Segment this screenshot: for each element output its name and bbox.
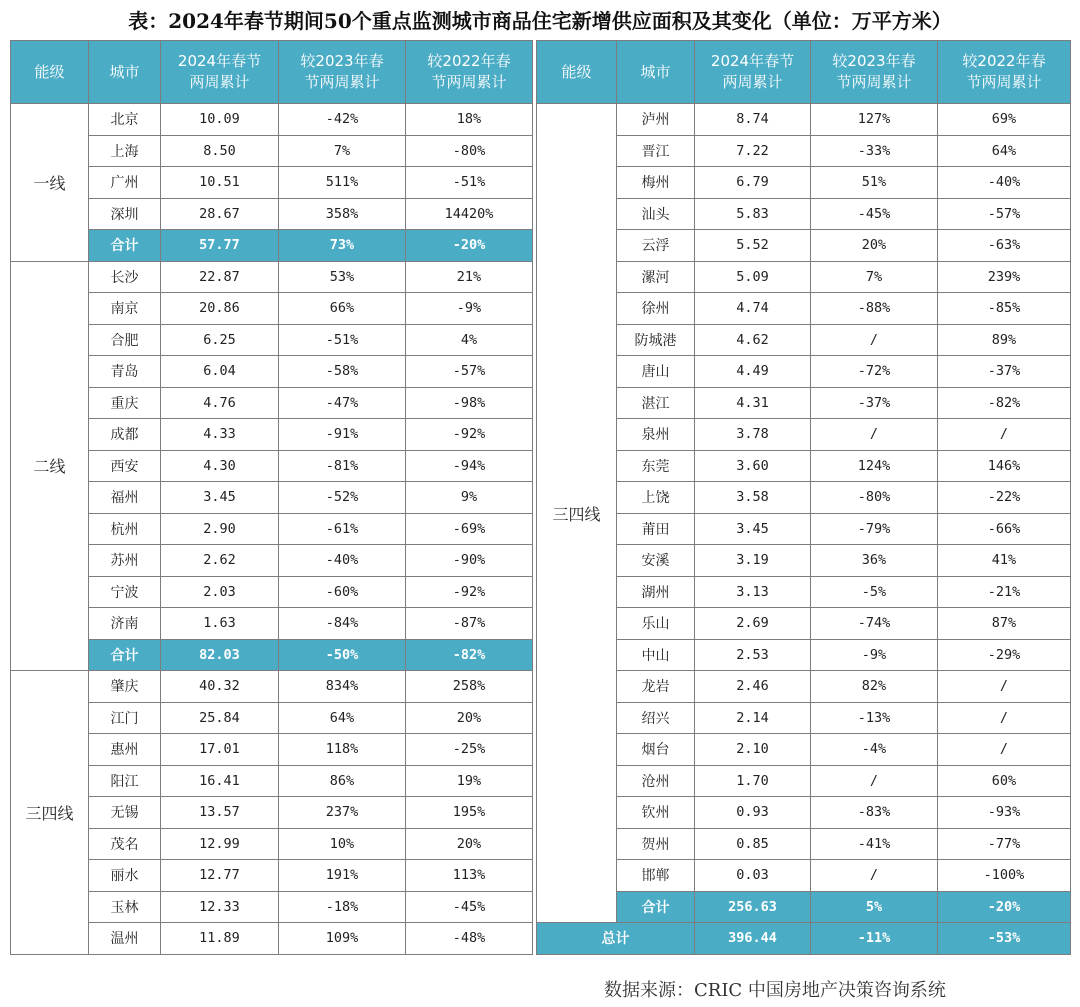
table-row [11, 356, 533, 388]
supply-2024-cell: 4.33 [161, 419, 279, 451]
table-row [11, 860, 533, 892]
change-vs-2023-cell: 7% [811, 261, 938, 293]
supply-2024-cell: 12.33 [161, 891, 279, 923]
table-row [11, 765, 533, 797]
change-vs-2023-cell: -40% [279, 545, 406, 577]
city-cell: 泸州 [617, 104, 695, 136]
city-cell: 北京 [89, 104, 161, 136]
city-cell: 广州 [89, 167, 161, 199]
supply-2024-cell: 1.70 [695, 765, 811, 797]
change-vs-2022-cell: -57% [938, 198, 1071, 230]
change-vs-2022-cell: 21% [406, 261, 533, 293]
supply-2024-cell: 22.87 [161, 261, 279, 293]
supply-2024-cell: 396.44 [695, 923, 811, 955]
city-cell: 梅州 [617, 167, 695, 199]
table-row [537, 702, 1071, 734]
supply-2024-cell: 0.93 [695, 797, 811, 829]
change-vs-2023-cell: -45% [811, 198, 938, 230]
change-vs-2022-cell: 19% [406, 765, 533, 797]
change-vs-2022-cell: 20% [406, 828, 533, 860]
change-vs-2023-cell: -80% [811, 482, 938, 514]
table-title: 表：2024年春节期间50个重点监测城市商品住宅新增供应面积及其变化（单位：万平方米） [128, 9, 952, 33]
subtotal-label: 合计 [89, 639, 161, 671]
table-row [11, 482, 533, 514]
change-vs-2022-cell: -82% [406, 639, 533, 671]
header-2024: 2024年春节 两周累计 [161, 41, 279, 104]
table-row [11, 104, 533, 136]
city-cell: 烟台 [617, 734, 695, 766]
table-row [11, 513, 533, 545]
table-row [537, 167, 1071, 199]
table-row [537, 450, 1071, 482]
change-vs-2022-cell: / [938, 419, 1071, 451]
subtotal-label: 合计 [617, 891, 695, 923]
change-vs-2023-cell: -13% [811, 702, 938, 734]
table-row [537, 576, 1071, 608]
change-vs-2022-cell: 89% [938, 324, 1071, 356]
city-cell: 邯郸 [617, 860, 695, 892]
city-cell: 苏州 [89, 545, 161, 577]
change-vs-2023-cell: 358% [279, 198, 406, 230]
change-vs-2023-cell: -41% [811, 828, 938, 860]
city-cell: 南京 [89, 293, 161, 325]
change-vs-2023-cell: 5% [811, 891, 938, 923]
supply-2024-cell: 1.63 [161, 608, 279, 640]
supply-2024-cell: 3.45 [161, 482, 279, 514]
table-row [11, 198, 533, 230]
tier-cell: 三四线 [11, 671, 89, 955]
change-vs-2022-cell: -53% [938, 923, 1071, 955]
change-vs-2023-cell: -72% [811, 356, 938, 388]
city-cell: 上海 [89, 135, 161, 167]
header-city: 城市 [89, 41, 161, 104]
tier-cell: 三四线 [537, 104, 617, 923]
change-vs-2023-cell: 82% [811, 671, 938, 703]
change-vs-2023-cell: 7% [279, 135, 406, 167]
change-vs-2023-cell: 36% [811, 545, 938, 577]
city-cell: 漯河 [617, 261, 695, 293]
supply-2024-cell: 6.25 [161, 324, 279, 356]
change-vs-2022-cell: 146% [938, 450, 1071, 482]
city-cell: 惠州 [89, 734, 161, 766]
table-row [537, 104, 1071, 136]
supply-2024-cell: 2.14 [695, 702, 811, 734]
change-vs-2022-cell: -66% [938, 513, 1071, 545]
change-vs-2022-cell: -100% [938, 860, 1071, 892]
change-vs-2023-cell: 73% [279, 230, 406, 262]
change-vs-2023-cell: -83% [811, 797, 938, 829]
change-vs-2022-cell: 20% [406, 702, 533, 734]
change-vs-2022-cell: 239% [938, 261, 1071, 293]
city-cell: 长沙 [89, 261, 161, 293]
table-row [11, 450, 533, 482]
table-row [11, 293, 533, 325]
supply-2024-cell: 12.99 [161, 828, 279, 860]
table-row [537, 671, 1071, 703]
change-vs-2022-cell: -37% [938, 356, 1071, 388]
change-vs-2023-cell: -51% [279, 324, 406, 356]
change-vs-2023-cell: 86% [279, 765, 406, 797]
change-vs-2022-cell: 258% [406, 671, 533, 703]
supply-2024-cell: 3.78 [695, 419, 811, 451]
city-cell: 茂名 [89, 828, 161, 860]
change-vs-2023-cell: 237% [279, 797, 406, 829]
supply-2024-cell: 4.76 [161, 387, 279, 419]
change-vs-2023-cell: 109% [279, 923, 406, 955]
change-vs-2023-cell: -84% [279, 608, 406, 640]
change-vs-2023-cell: -47% [279, 387, 406, 419]
change-vs-2022-cell: 9% [406, 482, 533, 514]
supply-2024-cell: 4.31 [695, 387, 811, 419]
supply-2024-cell: 256.63 [695, 891, 811, 923]
city-cell: 宁波 [89, 576, 161, 608]
change-vs-2023-cell: / [811, 765, 938, 797]
supply-2024-cell: 2.90 [161, 513, 279, 545]
header-2024: 2024年春节 两周累计 [695, 41, 811, 104]
city-cell: 温州 [89, 923, 161, 955]
table-row [537, 513, 1071, 545]
table-row [11, 167, 533, 199]
change-vs-2023-cell: 834% [279, 671, 406, 703]
city-cell: 成都 [89, 419, 161, 451]
change-vs-2022-cell: 60% [938, 765, 1071, 797]
tier-cell: 二线 [11, 261, 89, 671]
change-vs-2023-cell: 10% [279, 828, 406, 860]
change-vs-2023-cell: 53% [279, 261, 406, 293]
change-vs-2023-cell: -11% [811, 923, 938, 955]
header-city: 城市 [617, 41, 695, 104]
change-vs-2023-cell: / [811, 419, 938, 451]
change-vs-2023-cell: -4% [811, 734, 938, 766]
header-vs2022: 较2022年春 节两周累计 [406, 41, 533, 104]
change-vs-2022-cell: -45% [406, 891, 533, 923]
table-row [11, 324, 533, 356]
supply-2024-cell: 3.13 [695, 576, 811, 608]
change-vs-2022-cell: -25% [406, 734, 533, 766]
city-cell: 龙岩 [617, 671, 695, 703]
city-cell: 晋江 [617, 135, 695, 167]
change-vs-2023-cell: 118% [279, 734, 406, 766]
table-row [11, 671, 533, 703]
change-vs-2022-cell: -57% [406, 356, 533, 388]
change-vs-2023-cell: -79% [811, 513, 938, 545]
change-vs-2023-cell: -33% [811, 135, 938, 167]
change-vs-2023-cell: -58% [279, 356, 406, 388]
change-vs-2022-cell: -20% [938, 891, 1071, 923]
change-vs-2022-cell: / [938, 702, 1071, 734]
supply-2024-cell: 25.84 [161, 702, 279, 734]
header-row [537, 41, 1071, 104]
change-vs-2023-cell: -91% [279, 419, 406, 451]
change-vs-2022-cell: -80% [406, 135, 533, 167]
supply-2024-cell: 82.03 [161, 639, 279, 671]
table-row [537, 482, 1071, 514]
supply-2024-cell: 2.62 [161, 545, 279, 577]
supply-2024-cell: 0.03 [695, 860, 811, 892]
supply-2024-cell: 8.50 [161, 135, 279, 167]
supply-2024-cell: 3.19 [695, 545, 811, 577]
change-vs-2023-cell: 20% [811, 230, 938, 262]
change-vs-2023-cell: 64% [279, 702, 406, 734]
city-cell: 中山 [617, 639, 695, 671]
change-vs-2022-cell: / [938, 671, 1071, 703]
table-row [11, 702, 533, 734]
change-vs-2022-cell: 87% [938, 608, 1071, 640]
header-vs2023: 较2023年春 节两周累计 [811, 41, 938, 104]
city-cell: 福州 [89, 482, 161, 514]
change-vs-2023-cell: -81% [279, 450, 406, 482]
change-vs-2022-cell: -92% [406, 419, 533, 451]
city-cell: 湖州 [617, 576, 695, 608]
change-vs-2023-cell: -9% [811, 639, 938, 671]
supply-2024-cell: 4.30 [161, 450, 279, 482]
supply-2024-cell: 7.22 [695, 135, 811, 167]
header-row [11, 41, 533, 104]
table-row [537, 230, 1071, 262]
city-cell: 青岛 [89, 356, 161, 388]
change-vs-2022-cell: 4% [406, 324, 533, 356]
table-row [537, 608, 1071, 640]
tier-cell: 一线 [11, 104, 89, 262]
city-cell: 西安 [89, 450, 161, 482]
supply-2024-cell: 11.89 [161, 923, 279, 955]
change-vs-2023-cell: -61% [279, 513, 406, 545]
table-row [537, 765, 1071, 797]
change-vs-2022-cell: -51% [406, 167, 533, 199]
city-cell: 绍兴 [617, 702, 695, 734]
change-vs-2023-cell: 124% [811, 450, 938, 482]
supply-2024-cell: 28.67 [161, 198, 279, 230]
change-vs-2023-cell: 127% [811, 104, 938, 136]
supply-2024-cell: 13.57 [161, 797, 279, 829]
city-cell: 丽水 [89, 860, 161, 892]
city-cell: 泉州 [617, 419, 695, 451]
change-vs-2022-cell: -85% [938, 293, 1071, 325]
change-vs-2022-cell: / [938, 734, 1071, 766]
city-cell: 无锡 [89, 797, 161, 829]
supply-2024-cell: 6.79 [695, 167, 811, 199]
change-vs-2023-cell: 511% [279, 167, 406, 199]
change-vs-2023-cell: -74% [811, 608, 938, 640]
total-row [537, 923, 1071, 955]
table-row [537, 797, 1071, 829]
city-cell: 莆田 [617, 513, 695, 545]
table-row [537, 293, 1071, 325]
change-vs-2022-cell: -87% [406, 608, 533, 640]
change-vs-2023-cell: 191% [279, 860, 406, 892]
change-vs-2022-cell: 18% [406, 104, 533, 136]
change-vs-2022-cell: -63% [938, 230, 1071, 262]
header-vs2023: 较2023年春 节两周累计 [279, 41, 406, 104]
change-vs-2022-cell: 64% [938, 135, 1071, 167]
supply-2024-cell: 12.77 [161, 860, 279, 892]
change-vs-2023-cell: -18% [279, 891, 406, 923]
supply-2024-cell: 4.62 [695, 324, 811, 356]
supply-2024-cell: 2.10 [695, 734, 811, 766]
table-row [11, 419, 533, 451]
table-row [11, 135, 533, 167]
table-row [537, 545, 1071, 577]
supply-2024-cell: 10.09 [161, 104, 279, 136]
change-vs-2022-cell: -20% [406, 230, 533, 262]
city-cell: 钦州 [617, 797, 695, 829]
city-cell: 杭州 [89, 513, 161, 545]
city-cell: 济南 [89, 608, 161, 640]
change-vs-2022-cell: -9% [406, 293, 533, 325]
change-vs-2022-cell: -21% [938, 576, 1071, 608]
change-vs-2022-cell: -92% [406, 576, 533, 608]
table-row [537, 261, 1071, 293]
supply-2024-cell: 3.58 [695, 482, 811, 514]
table-row [537, 639, 1071, 671]
city-cell: 防城港 [617, 324, 695, 356]
supply-2024-cell: 8.74 [695, 104, 811, 136]
supply-2024-cell: 4.49 [695, 356, 811, 388]
supply-2024-cell: 3.45 [695, 513, 811, 545]
subtotal-row [11, 639, 533, 671]
table-row [11, 734, 533, 766]
header-tier: 能级 [537, 41, 617, 104]
header-tier: 能级 [11, 41, 89, 104]
city-cell: 合肥 [89, 324, 161, 356]
change-vs-2023-cell: -37% [811, 387, 938, 419]
supply-2024-cell: 17.01 [161, 734, 279, 766]
supply-2024-cell: 2.03 [161, 576, 279, 608]
change-vs-2023-cell: -88% [811, 293, 938, 325]
city-cell: 安溪 [617, 545, 695, 577]
city-cell: 湛江 [617, 387, 695, 419]
supply-2024-cell: 2.69 [695, 608, 811, 640]
city-cell: 深圳 [89, 198, 161, 230]
supply-2024-cell: 5.09 [695, 261, 811, 293]
table-row [537, 135, 1071, 167]
change-vs-2022-cell: -94% [406, 450, 533, 482]
supply-2024-cell: 4.74 [695, 293, 811, 325]
change-vs-2022-cell: 41% [938, 545, 1071, 577]
supply-table-right [536, 40, 1071, 955]
table-row [11, 545, 533, 577]
city-cell: 上饶 [617, 482, 695, 514]
total-label: 总计 [537, 923, 695, 955]
change-vs-2022-cell: -77% [938, 828, 1071, 860]
supply-2024-cell: 5.83 [695, 198, 811, 230]
table-row [11, 923, 533, 955]
supply-2024-cell: 20.86 [161, 293, 279, 325]
city-cell: 东莞 [617, 450, 695, 482]
change-vs-2022-cell: -90% [406, 545, 533, 577]
change-vs-2023-cell: / [811, 324, 938, 356]
change-vs-2022-cell: 69% [938, 104, 1071, 136]
city-cell: 徐州 [617, 293, 695, 325]
city-cell: 汕头 [617, 198, 695, 230]
supply-2024-cell: 57.77 [161, 230, 279, 262]
table-row [537, 419, 1071, 451]
change-vs-2023-cell: / [811, 860, 938, 892]
city-cell: 阳江 [89, 765, 161, 797]
change-vs-2022-cell: -48% [406, 923, 533, 955]
table-row [11, 576, 533, 608]
city-cell: 云浮 [617, 230, 695, 262]
city-cell: 乐山 [617, 608, 695, 640]
table-row [11, 387, 533, 419]
subtotal-row [11, 230, 533, 262]
table-row [11, 797, 533, 829]
city-cell: 唐山 [617, 356, 695, 388]
change-vs-2022-cell: -40% [938, 167, 1071, 199]
table-row [537, 324, 1071, 356]
header-vs2022: 较2022年春 节两周累计 [938, 41, 1071, 104]
supply-2024-cell: 2.53 [695, 639, 811, 671]
change-vs-2023-cell: -60% [279, 576, 406, 608]
supply-2024-cell: 3.60 [695, 450, 811, 482]
city-cell: 江门 [89, 702, 161, 734]
table-row [537, 356, 1071, 388]
table-row [11, 261, 533, 293]
table-row [537, 734, 1071, 766]
change-vs-2022-cell: 113% [406, 860, 533, 892]
change-vs-2022-cell: 195% [406, 797, 533, 829]
table-row [537, 198, 1071, 230]
supply-2024-cell: 5.52 [695, 230, 811, 262]
supply-2024-cell: 16.41 [161, 765, 279, 797]
table-row [11, 828, 533, 860]
supply-2024-cell: 2.46 [695, 671, 811, 703]
subtotal-label: 合计 [89, 230, 161, 262]
change-vs-2023-cell: 51% [811, 167, 938, 199]
city-cell: 玉林 [89, 891, 161, 923]
supply-2024-cell: 40.32 [161, 671, 279, 703]
change-vs-2023-cell: -50% [279, 639, 406, 671]
change-vs-2023-cell: -42% [279, 104, 406, 136]
change-vs-2023-cell: -52% [279, 482, 406, 514]
change-vs-2023-cell: 66% [279, 293, 406, 325]
table-row [11, 891, 533, 923]
table-row [537, 387, 1071, 419]
supply-2024-cell: 0.85 [695, 828, 811, 860]
change-vs-2022-cell: -22% [938, 482, 1071, 514]
change-vs-2022-cell: -93% [938, 797, 1071, 829]
change-vs-2022-cell: -69% [406, 513, 533, 545]
change-vs-2022-cell: -29% [938, 639, 1071, 671]
supply-table-left [10, 40, 533, 955]
city-cell: 重庆 [89, 387, 161, 419]
data-source-note: 数据来源：CRIC 中国房地产决策咨询系统 [604, 980, 946, 1001]
table-row [537, 860, 1071, 892]
supply-2024-cell: 6.04 [161, 356, 279, 388]
table-row [537, 828, 1071, 860]
change-vs-2023-cell: -5% [811, 576, 938, 608]
change-vs-2022-cell: -82% [938, 387, 1071, 419]
supply-2024-cell: 10.51 [161, 167, 279, 199]
city-cell: 沧州 [617, 765, 695, 797]
subtotal-row [537, 891, 1071, 923]
change-vs-2022-cell: -98% [406, 387, 533, 419]
table-row [11, 608, 533, 640]
change-vs-2022-cell: 14420% [406, 198, 533, 230]
city-cell: 贺州 [617, 828, 695, 860]
city-cell: 肇庆 [89, 671, 161, 703]
